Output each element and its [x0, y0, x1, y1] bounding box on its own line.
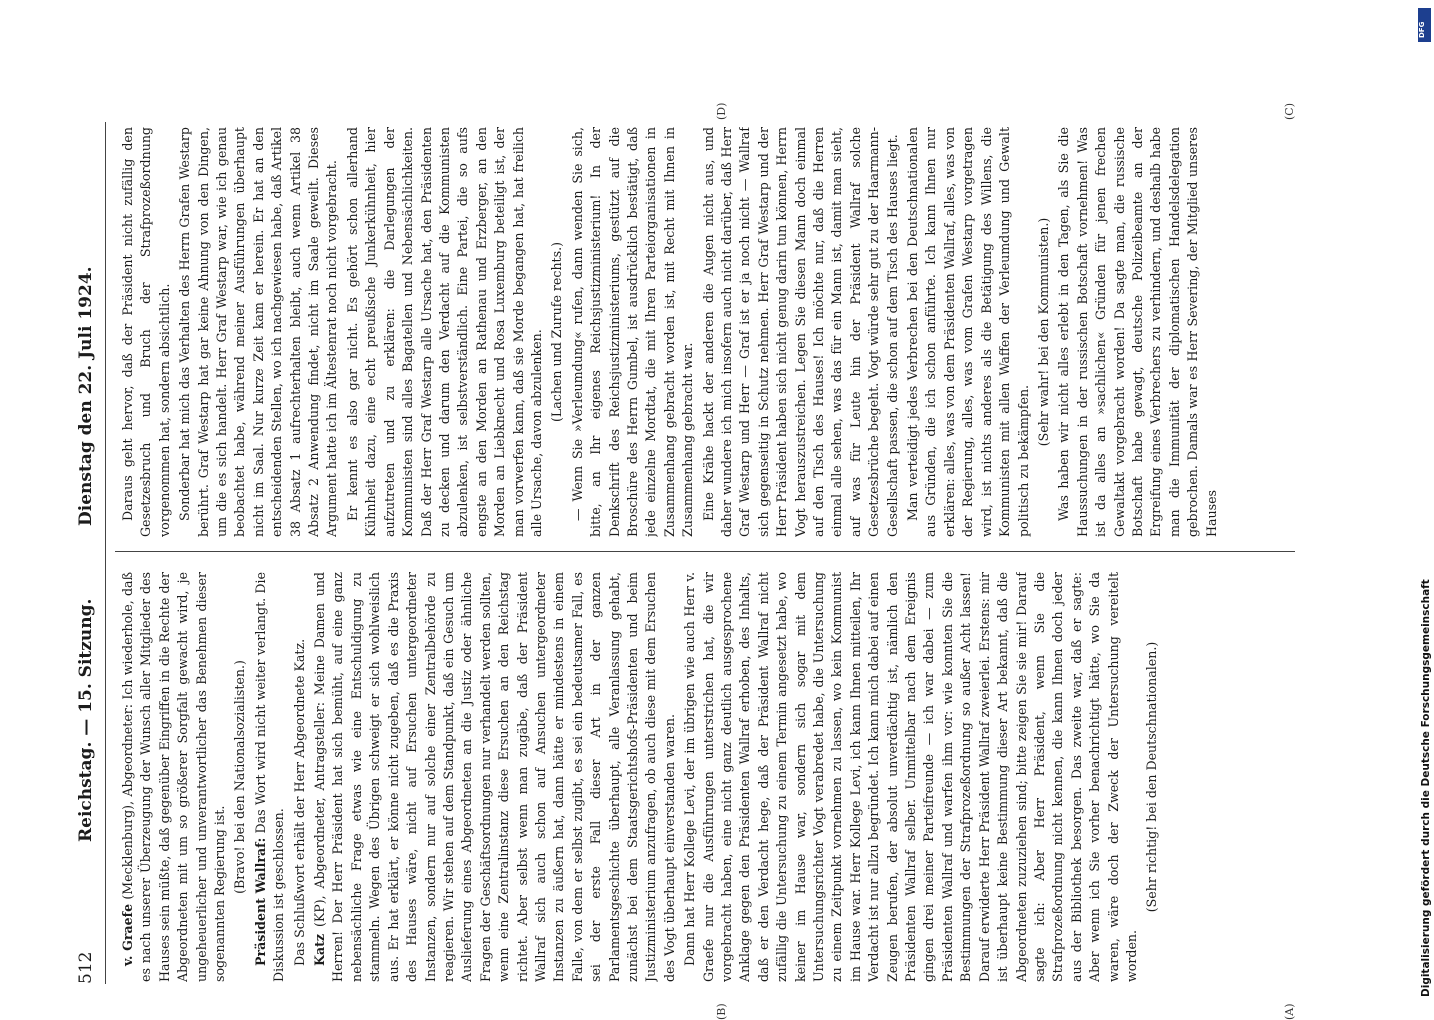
paragraph — [119, 127, 174, 537]
speaker-name: Katz — [312, 933, 328, 966]
margin-mark-b: (B) — [715, 1003, 728, 1020]
rotated-page — [65, 102, 1365, 1020]
margin-mark-c: (C) — [1283, 103, 1296, 120]
speaker-note: (Mecklenburg), Abgeordneter: — [120, 703, 135, 900]
paragraph — [1055, 127, 1221, 537]
page-number: 512 — [76, 951, 96, 984]
margin-mark-d: (D) — [715, 102, 728, 120]
paragraph-text: Das Schlußwort erhält der Herr Abgeordnete Katz. — [291, 638, 307, 966]
column-divider — [115, 551, 1295, 552]
paragraph-text: Daraus geht hervor, daß der Präsident nicht zufällig den Gesetzesbruch und Bruch der Strafprozeßordnung vorgenommen hat, sondern absichtlich. — [120, 127, 172, 537]
paragraph — [252, 572, 289, 982]
paragraph-text: Eine Krähe hackt der anderen die Augen nicht aus, und daher wundere ich mich insofern auch nicht darüber, daß Herr Graf Westarp und Herr — Graf ist er ja noch nicht — Wallraf sich gegenseitig in Schutz nehmen. Herr Graf Westarp und der Herr Präsident haben sich nicht genug darin tun können, Herrn Vogt herauszustreichen. Legen Sie diesen Mann doch einmal auf den Tisch des Hauses! Ich möchte nur, daß die Herren einmal alle sehen, was das für ein Mann ist, damit man sieht, auf was für Leute hin der Präsident Wallraf solche Gesetzesbrüche begeht. Vogt würde sehr gut zu der Haarmann-Gesellschaft passen, die schon auf dem Tisch des Hauses liegt. — [700, 127, 900, 537]
dfg-logo-text: DFG — [1418, 21, 1426, 38]
paragraph — [344, 127, 546, 537]
paragraph — [176, 127, 342, 537]
speaker-name: v. Graefe — [120, 903, 135, 966]
paragraph-text: Das Wort wird nicht weiter verlangt. Die Diskussion ist geschlossen. — [252, 572, 287, 982]
funding-note-text: Digitalisierung gefördert durch die Deutsche Forschungsgemeinschaft — [1420, 579, 1432, 997]
paragraph-text: Meine Damen und Herren! Der Herr Präsident hat sich bemüht, auf eine ganz nebensächliche Frage etwas wie eine Entschuldigung zu stammeln. Wegen des Übrigen schweigt er sich wohlweislich aus. Er hat erklärt, er könne nicht zugeben, daß es die Praxis des Hauses wäre, nicht auf Ersuchen untergeordneter Instanzen, sondern nur auf solche einer Zentralbehörde zu reagieren. Wir stehen auf dem Standpunkt, daß ein Gesuch um Auslieferung eines Abgeordneten an die Justiz oder ähnliche Fragen der Geschäftsordnungen nur verhandelt werden sollten, wenn eine Zentralinstanz diese Ersuchen an den Reichstag richtet. Aber selbst wenn man zugäbe, daß der Präsident Wallraf sich auch schon auf Ansuchen untergeordneter Instanzen zu äußern hat, dann hätte er mindestens in einem Falle, von dem er selbst zugibt, es sei ein bedeutsamer Fall, es sei der erste Fall dieser Art in der ganzen Parlamentsgeschichte überhaupt, alle Veranlassung gehabt, zunächst bei dem Staatsgerichtshofs-Präsidenten und beim Justizministerium anzufragen, ob auch diese mit dem Ersuchen des Vogt überhaupt einverstanden waren. — [312, 572, 677, 982]
paragraph — [904, 127, 1033, 537]
paragraph-text: Er kennt es also gar nicht. Es gehört schon allerhand Kühnheit dazu, eine echt preußische Junkerkühnheit, hier aufzutreten und zu erklären: die Darlegungen der Kommunisten sind alles Bagatellen und Nebensächlichkeiten. Daß der Herr Graf Westarp alle Ursache hat, den Präsidenten zu decken und darum den Verdacht auf die Kommunisten abzulenken, ist selbstverständlich. Eine Partei, die so aufs engste an den Morden an Rathenau und Erzberger, an den Morden an Liebknecht und Rosa Luxemburg beteiligt ist, der man vorwerfen kann, daß sie Morde begangen hat, hat freilich alle Ursache, davon abzulenken. — [344, 127, 544, 537]
text-column-left — [119, 572, 1299, 982]
header-title: Reichstag. — 15. Sitzung. — [76, 598, 96, 842]
header-rule — [105, 122, 106, 984]
paragraph-text: Was haben wir nicht alles erlebt in den Tagen, als Sie die Haussuchungen in der russischen Botschaft vornehmen! Was ist da alles an »sachlichen« Gründen für jenen frechen Gewaltakt vorgebracht worden! Da sagte man, die russische Botschaft habe gewagt, deutsche Polizeibeamte an der Ergreifung eines Verbrechers zu verhindern, und deshalb habe man die Immunität der diplomatischen Handelsdelegation gebrochen. Damals war es Herr Severing, der Mitglied unseres Hauses — [1056, 127, 1219, 537]
funding-note — [1420, 579, 1432, 997]
paragraph: (Lachen und Zurufe rechts.) — [549, 242, 565, 422]
speaker-note: (KP), Abgeordneter, Antragsteller: — [312, 701, 328, 928]
paragraph-text: Dann hat Herr Kollege Levi, der im übrigen wie auch Herr v. Graefe nur die Ausführungen unterstrichen hat, die wir vorgebracht haben, eine nicht ganz deutlich ausgesprochene Anklage gegen den Präsidenten Wallraf erhoben, des Inhalts, daß er den Verdacht hege, daß der Präsident Wallraf nicht zufällig die Untersuchung zu einem Termin angesetzt habe, wo keiner im Hause war, sondern sich sogar mit dem Untersuchungsrichter Vogt verabredet habe, die Untersuchung zu einem Zeitpunkt vornehmen zu lassen, wo kein Kommunist im Hause war. Herr Kollege Levi, ich kann Ihnen mitteilen, Ihr Verdacht ist nur allzu begründet. Ich kann mich dabei auf einen Zeugen berufen, der absolut unverdächtig ist, nämlich den Präsidenten Wallraf selber. Unmittelbar nach dem Ereignis gingen drei meiner Parteifreunde — ich war dabei — zum Präsidenten Wallraf und warfen ihm vor: wie konnten Sie die Bestimmungen der Strafprozeßordnung so außer Acht lassen! Darauf erwiderte Herr Präsident Wallraf zweierlei. Erstens: mir ist überhaupt keine Bestimmung dieser Art bekannt, daß die Abgeordneten zuzuziehen sind; bitte zeigen Sie sie mir! Darauf sagte ich: Aber Herr Präsident, wenn Sie die Strafprozeßordnung nicht kennen, die kann Ihnen doch jeder aus der Bibliothek besorgen. Das zweite war, daß er sagte: Aber wenn ich Sie vorher benachrichtigt hätte, wo Sie da waren, wäre doch der Zweck der Untersuchung vereitelt worden. — [682, 572, 1139, 982]
paragraph — [311, 572, 679, 982]
paragraph — [569, 127, 698, 537]
paragraph-text: Sonderbar hat mich das Verhalten des Herrn Grafen Westarp berührt. Graf Westarp hat gar keine Ahnung von den Dingen, um die es sich handelt. Herr Graf Westarp war, wie ich genau beobachtet habe, während meiner Ausführungen überhaupt nicht im Saal. Nur kurze Zeit kam er herein. Er hat an den entscheidenden Stellen, wo ich nachgewiesen habe, daß Artikel 38 Absatz 1 aufrechterhalten bleibt, auch wenn Artikel 38 Absatz 2 Anwendung findet, nicht im Saale geweilt. Dieses Argument hatte ich im Ältestenrat noch nicht vorgebracht. — [177, 127, 340, 537]
paragraph — [291, 572, 309, 982]
paragraph — [681, 572, 1141, 982]
text-column-right — [119, 127, 1299, 537]
paragraph: (Bravo! bei den Nationalsozialisten.) — [232, 660, 248, 894]
paragraph-text: Man verteidigt jedes Verbrechen bei den Deutschnationalen aus Gründen, die ich schon anführte. Ich kann Ihnen nur erklären: alles, was von dem Präsidenten Wallraf, alles, was von der Regierung, alles, was vom Grafen Westarp vorgetragen wird, ist nichts anderes als die Betätigung des Willens, die Kommunisten mit allen Waffen der Verleumdung und Gewalt politisch zu bekämpfen. — [905, 127, 1031, 537]
paragraph — [119, 572, 229, 982]
paragraph: (Sehr richtig! bei den Deutschnationalen.) — [1144, 641, 1160, 913]
paragraph — [700, 127, 902, 537]
paragraph-text: — Wenn Sie »Verleumdung« rufen, dann wenden Sie sich, bitte, an Ihr eigenes Reichsjustizministerium! In der Denkschrift des Reichsjustizministeriums, gestützt auf die Broschüre des Herrn Gumbel, ist ausdrücklich bestätigt, daß jede einzelne Mordtat, die mit Ihren Parteiorganisationen in Zusammenhang gebracht worden ist, mit Recht mit Ihnen in Zusammenhang gebracht war. — [569, 127, 696, 537]
dfg-logo — [1418, 8, 1431, 42]
margin-mark-a: (A) — [1283, 1003, 1296, 1020]
paragraph-text: Ich wiederhole, daß es nach unserer Überzeugung der Wunsch aller Mitglieder des Hauses sein müßte, daß gegenüber Eingriffen in die Rechte der Abgeordneten mit um so größerer Sorgfalt gewacht wird, je ungeheuerlicher und unverantwortlicher das Benehmen dieser sogenannten Regierung ist. — [120, 572, 228, 982]
paragraph: (Sehr wahr! bei den Kommunisten.) — [1035, 217, 1051, 447]
header-date: Dienstag den 22. Juli 1924. — [76, 266, 96, 526]
speaker-name: Präsident Wallraf: — [252, 837, 268, 966]
